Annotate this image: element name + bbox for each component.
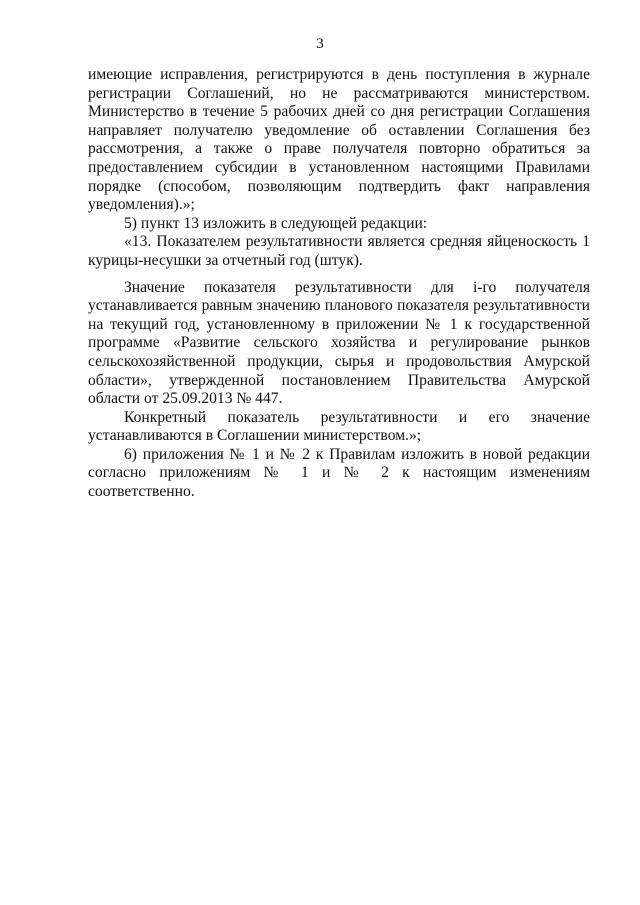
- page-number: 3: [316, 36, 324, 52]
- paragraph-indicator-value: Значение показателя результативности для i-го получателя устанавливается равным значению планового показателя результативности на текущий год, установленному в приложении № 1 к государственной программе «Развитие сельского хозяйства и регулирование рынков сельскохозяйственной продукции, сырья и продовольствия Амурской области», утвержденной постановлением Правительства Амурской области от 25.09.2013 № 447.: [88, 278, 590, 408]
- paragraph-indicator-agreement: Конкретный показатель результативности и его значение устанавливаются в Соглашении министерством.»;: [88, 408, 590, 445]
- document-body: [88, 66, 590, 502]
- paragraph-continuation: имеющие исправления, регистрируются в день поступления в журнале регистрации Соглашений, но не рассматриваются министерством. Министерство в течение 5 рабочих дней со дня регистрации Соглашения направляет получателю уведомление об оставлении Соглашения без рассмотрения, а также о праве получателя повторно обратиться за предоставлением субсидии в установленном настоящими Правилами порядке (способом, позволяющим подтвердить факт направления уведомления).»;: [88, 66, 590, 214]
- paragraph-item-5: 5) пункт 13 изложить в следующей редакции:: [124, 214, 428, 232]
- paragraph-clause-13: «13. Показателем результативности является средняя яйценоскость 1 курицы-несушки за отчетный год (штук).: [88, 233, 590, 269]
- paragraph-item-6: 6) приложения № 1 и № 2 к Правилам изложить в новой редакции согласно приложениям № 1 и № 2 к настоящим изменениям соответственно.: [88, 445, 590, 501]
